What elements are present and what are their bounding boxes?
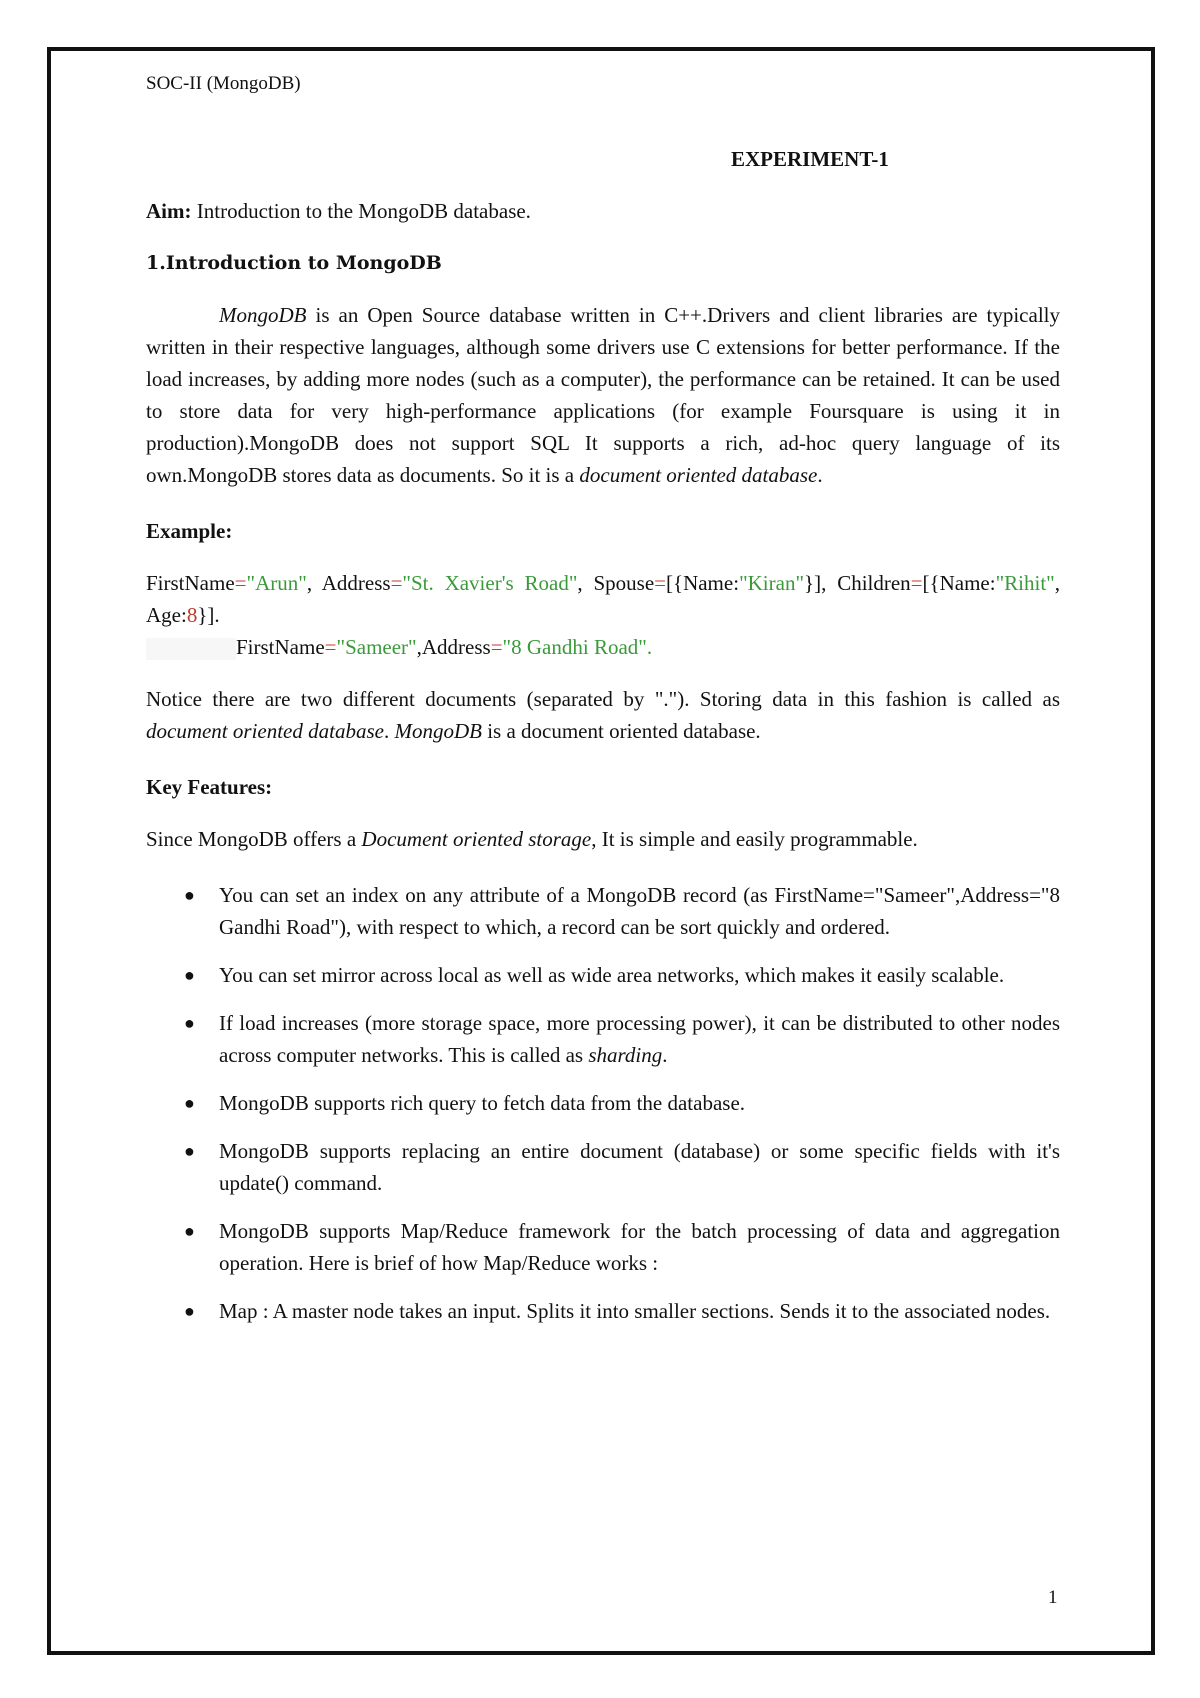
code-string: "Rihit" xyxy=(995,571,1055,595)
example-heading: Example: xyxy=(146,519,233,543)
page-number: 1 xyxy=(1048,1587,1058,1608)
example-document-2 xyxy=(146,631,1060,663)
list-item-text: Map : A master node takes an input. Splits it into smaller sections. Sends it to the associated nodes. xyxy=(219,1299,1051,1323)
aim-label: Aim: xyxy=(146,199,192,223)
intro-italic-doc-db: document oriented database xyxy=(579,463,818,487)
intro-text: Since MongoDB offers a xyxy=(146,827,362,851)
list-item-text: If load increases (more storage space, more processing power), it can be distributed to other nodes across computer networks. This is called as xyxy=(219,1011,1060,1067)
example-document-1 xyxy=(146,567,1060,631)
code-equals: = xyxy=(234,571,247,595)
list-item xyxy=(146,959,1060,991)
key-features-list xyxy=(146,879,1060,1327)
running-header: SOC-II (MongoDB) xyxy=(146,73,301,94)
list-item xyxy=(146,1135,1060,1199)
list-item-text: MongoDB supports Map/Reduce framework for the batch processing of data and aggregation operation. Here is brief of how Map/Reduce works : xyxy=(219,1219,1060,1275)
code-equals: = xyxy=(490,635,503,659)
code-separator: , xyxy=(577,571,594,595)
list-item-end: . xyxy=(662,1043,668,1067)
document-body xyxy=(146,70,1060,1343)
list-item xyxy=(146,1087,1060,1119)
intro-end: . xyxy=(817,463,823,487)
section-heading-introduction: 1.Introduction to MongoDB xyxy=(146,252,442,274)
list-item xyxy=(146,879,1060,943)
code-text: [{Name: xyxy=(922,571,996,595)
key-features-heading: Key Features: xyxy=(146,775,273,799)
bullet-icon: ● xyxy=(184,1301,195,1321)
experiment-title: EXPERIMENT-1 xyxy=(731,147,889,171)
code-string: "8 Gandhi Road" xyxy=(502,635,647,659)
code-key: Address xyxy=(321,571,391,595)
code-string: "Kiran" xyxy=(739,571,805,595)
list-item-text: MongoDB supports replacing an entire document (database) or some specific fields with it's update() command. xyxy=(219,1139,1060,1195)
code-key: Address xyxy=(421,635,491,659)
code-number: 8 xyxy=(186,603,198,627)
code-separator: , xyxy=(306,571,322,595)
list-item-text: MongoDB supports rich query to fetch data from the database. xyxy=(219,1091,746,1115)
intro-paragraph xyxy=(146,299,1060,491)
aim-line xyxy=(146,195,1060,227)
code-equals: = xyxy=(654,571,666,595)
intro-italic: Document oriented storage xyxy=(361,827,592,851)
code-key: FirstName xyxy=(236,635,325,659)
notice-italic-mongodb: MongoDB xyxy=(394,719,482,743)
code-text: [{Name: xyxy=(666,571,740,595)
code-key: Spouse xyxy=(593,571,655,595)
list-item-text: You can set mirror across local as well as wide area networks, which makes it easily scalable. xyxy=(219,963,1005,987)
list-item-text: You can set an index on any attribute of a MongoDB record (as FirstName="Sameer",Address="8 Gandhi Road"), with respect to which, a record can be sort quickly and ordered. xyxy=(219,883,1060,939)
key-features-intro xyxy=(146,823,1060,855)
bullet-icon: ● xyxy=(184,1141,195,1161)
intro-italic-mongodb: MongoDB xyxy=(219,303,307,327)
code-text: }]. xyxy=(197,603,220,627)
list-item-italic: sharding xyxy=(588,1043,663,1067)
notice-italic-doc-db: document oriented database xyxy=(146,719,384,743)
aim-text: Introduction to the MongoDB database. xyxy=(191,199,531,223)
code-string: "St. Xavier's Road" xyxy=(402,571,578,595)
code-equals: = xyxy=(910,571,923,595)
code-equals: = xyxy=(324,635,337,659)
list-item xyxy=(146,1295,1060,1327)
notice-text: Notice there are two different documents (separated by "."). Storing data in this fashion is called as xyxy=(146,687,1060,711)
intro-text: , It is simple and easily programmable. xyxy=(591,827,918,851)
bullet-icon: ● xyxy=(184,1093,195,1113)
bullet-icon: ● xyxy=(184,1221,195,1241)
bullet-icon: ● xyxy=(184,965,195,985)
intro-text: is an Open Source database written in C++.Drivers and client libraries are typically written in their respective languages, although some drivers use C extensions for better performance. If the load increases, by adding more nodes (such as a computer), the performance can be retained. It can be used to store data for very high-performance applications (for example Foursquare is using it in production).MongoDB does not support SQL It supports a rich, ad-hoc query language of its own.MongoDB stores data as documents. So it is a xyxy=(146,303,1060,487)
list-item xyxy=(146,1215,1060,1279)
code-text: }], xyxy=(804,571,838,595)
code-equals: = xyxy=(390,571,403,595)
bullet-icon: ● xyxy=(184,1013,195,1033)
notice-text: is a document oriented database. xyxy=(481,719,761,743)
notice-paragraph xyxy=(146,683,1060,747)
bullet-icon: ● xyxy=(184,885,195,905)
code-key: Children xyxy=(837,571,911,595)
code-separator: , xyxy=(416,635,422,659)
code-end: . xyxy=(646,635,653,659)
list-item xyxy=(146,1007,1060,1071)
code-string: "Sameer" xyxy=(336,635,417,659)
code-text: , Age: xyxy=(146,571,1060,627)
notice-text: . xyxy=(383,719,395,743)
indent-highlight xyxy=(146,638,236,660)
code-string: "Arun" xyxy=(246,571,307,595)
code-key: FirstName xyxy=(146,571,235,595)
